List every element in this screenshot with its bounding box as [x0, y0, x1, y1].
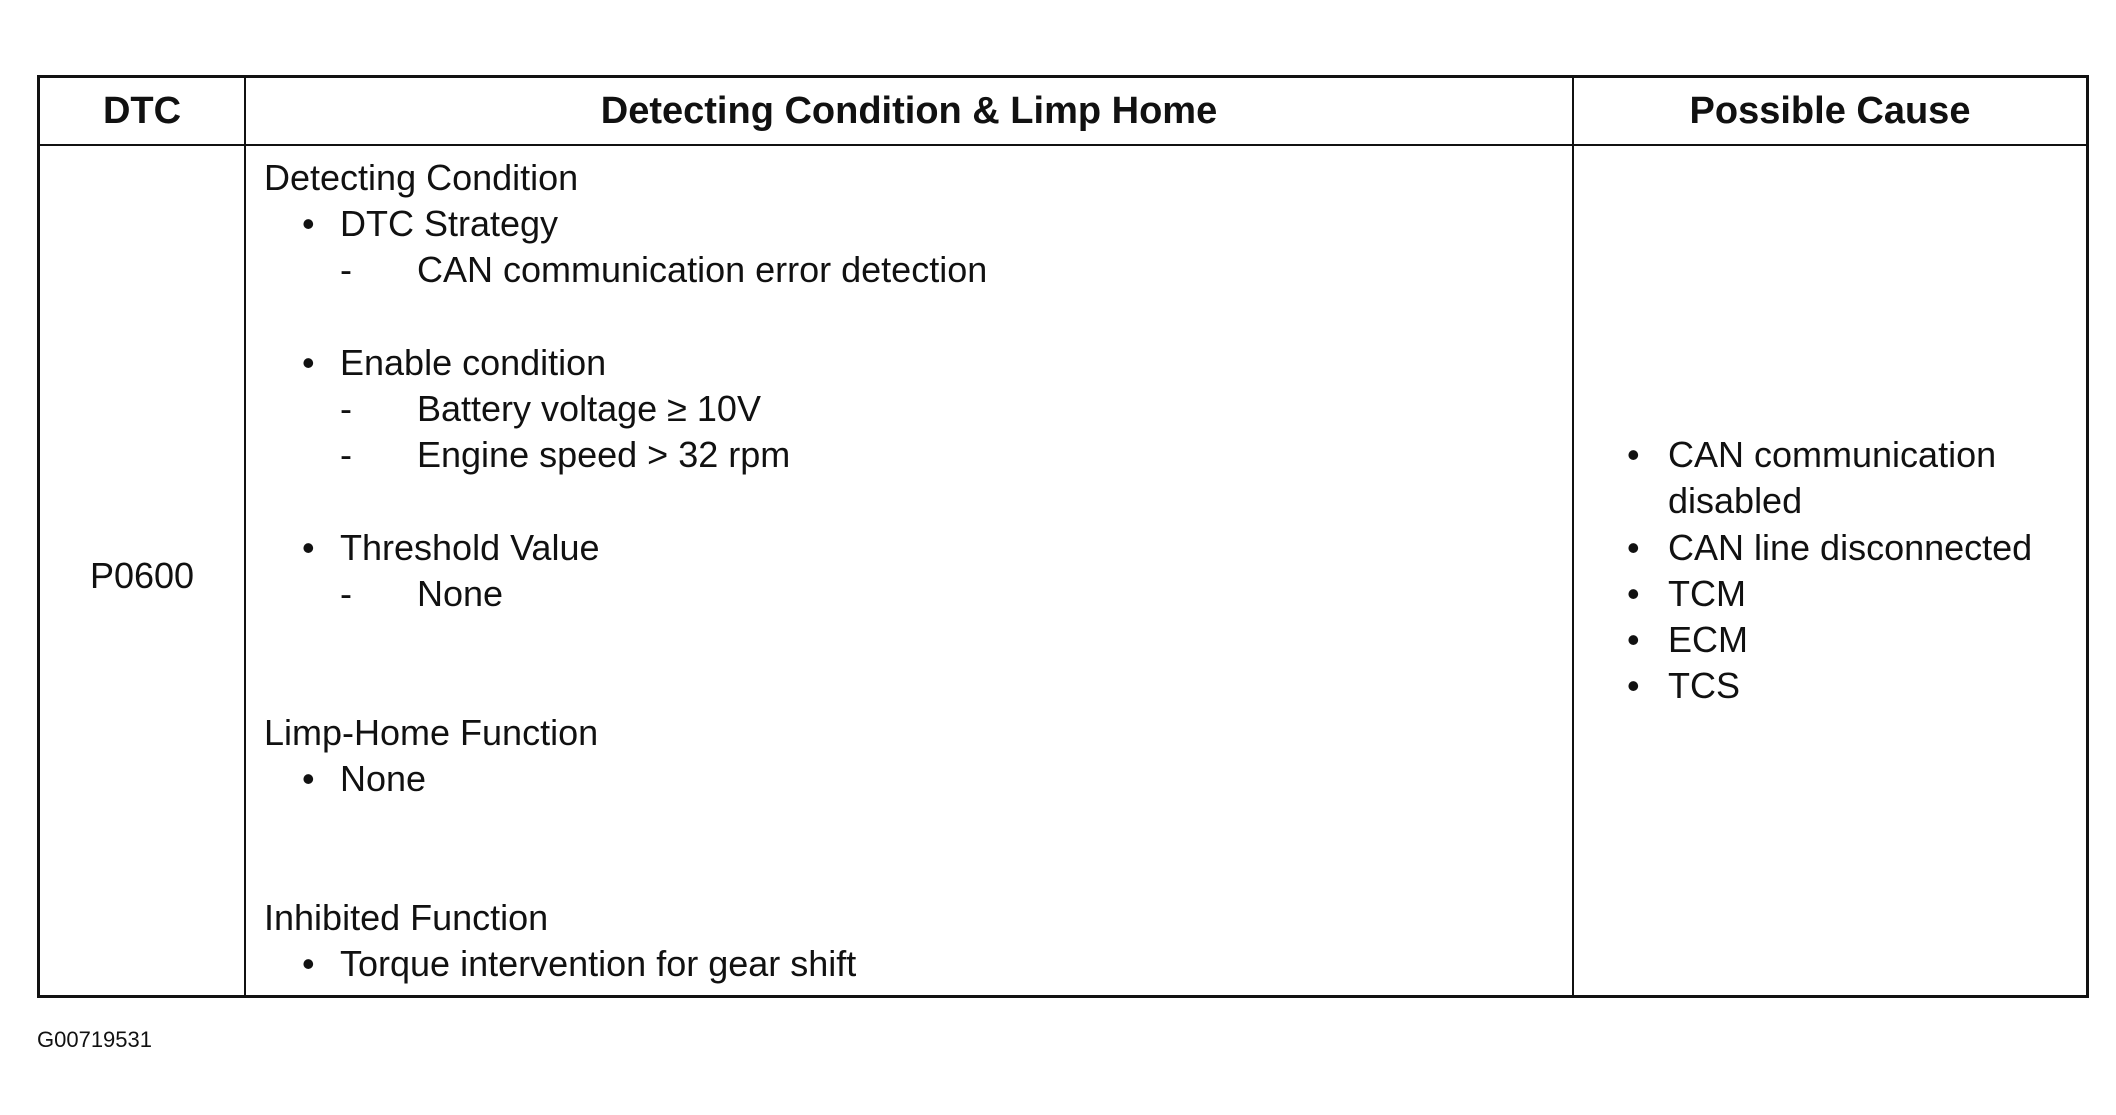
- bullet-icon: •: [1627, 527, 1640, 568]
- header-possible-cause: Possible Cause: [1689, 89, 1971, 132]
- possible-cause-item-continued: disabled: [1668, 480, 1803, 521]
- bullet-icon: •: [302, 203, 315, 244]
- header-condition: Detecting Condition & Limp Home: [600, 89, 1218, 132]
- dash-icon: -: [340, 249, 352, 290]
- possible-cause-item: TCS: [1668, 665, 1740, 706]
- bullet-icon: •: [302, 758, 315, 799]
- header-divider: [40, 144, 2086, 146]
- dtc-strategy-label: DTC Strategy: [340, 203, 559, 244]
- inhibited-function-heading: Inhibited Function: [264, 897, 549, 938]
- possible-cause-item: CAN communication: [1668, 434, 1997, 475]
- limp-home-item: None: [340, 758, 427, 799]
- bullet-icon: •: [1627, 619, 1640, 660]
- inhibited-function-item: Torque intervention for gear shift: [340, 943, 857, 984]
- header-dtc: DTC: [102, 89, 182, 132]
- bullet-icon: •: [302, 943, 315, 984]
- threshold-value-label: Threshold Value: [340, 527, 600, 568]
- possible-cause-item: TCM: [1668, 573, 1746, 614]
- bullet-icon: •: [302, 527, 315, 568]
- bullet-icon: •: [1627, 434, 1640, 475]
- threshold-value-item: None: [417, 573, 504, 614]
- enable-condition-label: Enable condition: [340, 342, 607, 383]
- bullet-icon: •: [302, 342, 315, 383]
- column-divider: [1572, 78, 1574, 995]
- detecting-condition-heading: Detecting Condition: [264, 157, 579, 198]
- figure-id: G00719531: [37, 1027, 152, 1052]
- dtc-strategy-item: CAN communication error detection: [417, 249, 988, 290]
- possible-cause-item: ECM: [1668, 619, 1748, 660]
- enable-condition-item: Battery voltage ≥ 10V: [417, 388, 761, 429]
- possible-cause-item: CAN line disconnected: [1668, 527, 2033, 568]
- dash-icon: -: [340, 573, 352, 614]
- dash-icon: -: [340, 388, 352, 429]
- bullet-icon: •: [1627, 665, 1640, 706]
- dash-icon: -: [340, 434, 352, 475]
- dtc-code: P0600: [89, 555, 195, 596]
- column-divider: [244, 78, 246, 995]
- dtc-table: [37, 75, 2089, 998]
- bullet-icon: •: [1627, 573, 1640, 614]
- enable-condition-item: Engine speed > 32 rpm: [417, 434, 791, 475]
- limp-home-heading: Limp-Home Function: [264, 712, 599, 753]
